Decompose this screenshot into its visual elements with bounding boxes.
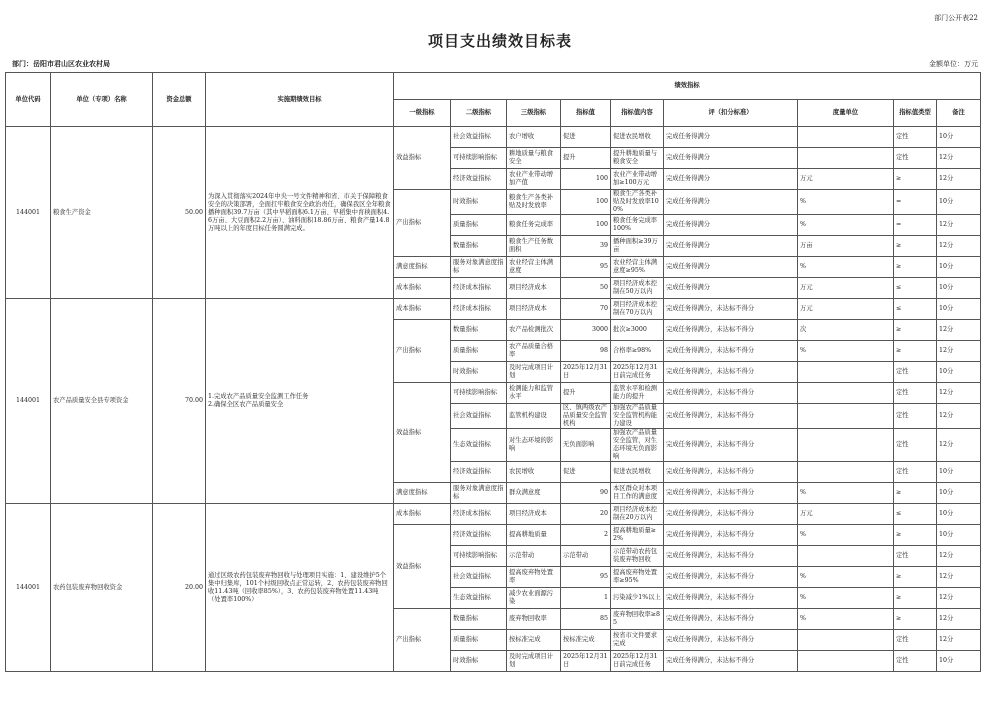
note: 12分: [937, 383, 981, 404]
level1-indicator: 成本指标: [394, 299, 451, 320]
level3-indicator: 项目经济成本: [507, 299, 561, 320]
level2-indicator: 数量指标: [451, 609, 507, 630]
measure-unit: 万元: [798, 504, 894, 525]
level3-indicator: 粮食生产各类补贴及时发放率: [507, 190, 561, 215]
value-type: 定性: [894, 404, 937, 429]
level2-indicator: 经济成本指标: [451, 504, 507, 525]
measure-unit: [798, 362, 894, 383]
measure-unit: [798, 630, 894, 651]
indicator-value: 2: [561, 525, 611, 546]
level3-indicator: 耕地质量与粮食安全: [507, 148, 561, 169]
value-type: 定性: [894, 429, 937, 462]
unit-code: 144001: [6, 504, 51, 672]
indicator-content: 2025年12月31日前完成任务: [611, 651, 664, 672]
indicator-content: 合格率≥98%: [611, 341, 664, 362]
value-type: 定性: [894, 383, 937, 404]
level2-indicator: 生态效益指标: [451, 429, 507, 462]
level3-indicator: 农户增收: [507, 127, 561, 148]
value-type: 定性: [894, 546, 937, 567]
department-label: 部门：岳阳市君山区农业农村局: [12, 59, 110, 68]
header-standard: 评（扣分标准）: [664, 100, 798, 127]
level2-indicator: 质量指标: [451, 215, 507, 236]
indicator-content: 本区群众对本项目工作的满意度: [611, 483, 664, 504]
measure-unit: 万亩: [798, 236, 894, 257]
note: 12分: [937, 588, 981, 609]
scoring-standard: 完成任务得满分，未达标不得分: [664, 546, 798, 567]
measure-unit: [798, 127, 894, 148]
note: 10分: [937, 190, 981, 215]
indicator-value: 90: [561, 483, 611, 504]
value-type: ≥: [894, 236, 937, 257]
scoring-standard: 完成任务得满分，未达标不得分: [664, 383, 798, 404]
measure-unit: [798, 462, 894, 483]
table-row: [6, 299, 981, 320]
header-value: 指标值: [561, 100, 611, 127]
project-name: 农产品质量安全县专项资金: [51, 299, 153, 504]
indicator-content: 农业产业带动增加≥100万元: [611, 169, 664, 190]
scoring-standard: 完成任务得满分: [664, 236, 798, 257]
indicator-value: 39: [561, 236, 611, 257]
measure-unit: [798, 651, 894, 672]
header-goal: 实施期绩效目标: [206, 73, 394, 127]
value-type: ≤: [894, 278, 937, 299]
indicator-value: 2025年12月31日: [561, 362, 611, 383]
level1-indicator: 成本指标: [394, 504, 451, 525]
value-type: 定性: [894, 127, 937, 148]
level2-indicator: 质量指标: [451, 630, 507, 651]
scoring-standard: 完成任务得满分: [664, 257, 798, 278]
measure-unit: 万元: [798, 299, 894, 320]
value-type: ≤: [894, 504, 937, 525]
level3-indicator: 示范带动: [507, 546, 561, 567]
scoring-standard: 完成任务得满分，未达标不得分: [664, 404, 798, 429]
scoring-standard: 完成任务得满分: [664, 169, 798, 190]
measure-unit: %: [798, 341, 894, 362]
value-type: 定性: [894, 462, 937, 483]
measure-unit: %: [798, 567, 894, 588]
indicator-value: 70: [561, 299, 611, 320]
performance-table: [5, 72, 981, 672]
measure-unit: [798, 429, 894, 462]
level3-indicator: 监管机构建设: [507, 404, 561, 429]
table-body: [6, 127, 981, 672]
project-goal: 1.完成农产品质量安全监测工作任务 2.确保全区农产品质量安全: [206, 299, 394, 504]
value-type: ≥: [894, 169, 937, 190]
header-code: 单位代码: [6, 73, 51, 127]
note: 10分: [937, 525, 981, 546]
level2-indicator: 经济成本指标: [451, 299, 507, 320]
indicator-value: 98: [561, 341, 611, 362]
scoring-standard: 完成任务得满分，未达标不得分: [664, 299, 798, 320]
level1-indicator: 成本指标: [394, 278, 451, 299]
scoring-standard: 完成任务得满分: [664, 278, 798, 299]
level3-indicator: 对生态环境的影响: [507, 429, 561, 462]
scoring-standard: 完成任务得满分，未达标不得分: [664, 362, 798, 383]
note: 10分: [937, 504, 981, 525]
note: 12分: [937, 215, 981, 236]
indicator-content: 批次≥3000: [611, 320, 664, 341]
indicator-value: 3000: [561, 320, 611, 341]
indicator-content: 提高废弃物处置率≥95%: [611, 567, 664, 588]
indicator-content: 项目经济成本控制在50万以内: [611, 278, 664, 299]
level3-indicator: 农产品质量合格率: [507, 341, 561, 362]
header-content: 指标值内容: [611, 100, 664, 127]
value-type: ≥: [894, 483, 937, 504]
note: 10分: [937, 299, 981, 320]
indicator-content: 促进农民增收: [611, 127, 664, 148]
value-type: 定性: [894, 362, 937, 383]
indicator-content: 项目经济成本控制在70万以内: [611, 299, 664, 320]
indicator-content: 项目经济成本控制在20万以内: [611, 504, 664, 525]
level2-indicator: 时效指标: [451, 362, 507, 383]
measure-unit: [798, 404, 894, 429]
note: 12分: [937, 236, 981, 257]
level3-indicator: 提高耕地质量: [507, 525, 561, 546]
level3-indicator: 项目经济成本: [507, 278, 561, 299]
value-type: 定性: [894, 630, 937, 651]
indicator-value: 区、镇两级农产品质量安全监管机构: [561, 404, 611, 429]
value-type: ≥: [894, 320, 937, 341]
indicator-content: 加强农产品质量安全监管机构能力建设: [611, 404, 664, 429]
measure-unit: 万元: [798, 278, 894, 299]
unit-code: 144001: [6, 127, 51, 299]
level3-indicator: 废弃物回收率: [507, 609, 561, 630]
level2-indicator: 数量指标: [451, 320, 507, 341]
scoring-standard: 完成任务得满分，未达标不得分: [664, 462, 798, 483]
indicator-content: 加强农产品质量安全监管，对生态环境无负面影响: [611, 429, 664, 462]
level2-indicator: 经济效益指标: [451, 525, 507, 546]
indicator-content: 播种面积≥39万亩: [611, 236, 664, 257]
measure-unit: [798, 148, 894, 169]
header-perf: 绩效指标: [394, 73, 981, 100]
level3-indicator: 农业经营主体满意度: [507, 257, 561, 278]
table-row: [6, 127, 981, 148]
level3-indicator: 群众满意度: [507, 483, 561, 504]
page-title: 项目支出绩效目标表: [427, 32, 572, 50]
measure-unit: %: [798, 190, 894, 215]
scoring-standard: 完成任务得满分: [664, 127, 798, 148]
note: 12分: [937, 341, 981, 362]
measure-unit: %: [798, 257, 894, 278]
indicator-content: 提升耕地质量与粮食安全: [611, 148, 664, 169]
header-level1: 一级指标: [394, 100, 451, 127]
value-type: ≤: [894, 299, 937, 320]
note: 10分: [937, 257, 981, 278]
level2-indicator: 可持续影响指标: [451, 148, 507, 169]
indicator-value: 示范带动: [561, 546, 611, 567]
level2-indicator: 数量指标: [451, 236, 507, 257]
value-type: ≥: [894, 609, 937, 630]
level2-indicator: 时效指标: [451, 651, 507, 672]
scoring-standard: 完成任务得满分: [664, 215, 798, 236]
level2-indicator: 经济成本指标: [451, 278, 507, 299]
value-type: 定性: [894, 148, 937, 169]
indicator-value: 95: [561, 567, 611, 588]
scoring-standard: 完成任务得满分，未达标不得分: [664, 320, 798, 341]
value-type: =: [894, 190, 937, 215]
measure-unit: %: [798, 215, 894, 236]
measure-unit: %: [798, 525, 894, 546]
header-level2: 二级指标: [451, 100, 507, 127]
value-type: ≥: [894, 525, 937, 546]
note: 10分: [937, 651, 981, 672]
indicator-content: 农业经营主体满意度≥95%: [611, 257, 664, 278]
indicator-content: 粮食任务完成率100%: [611, 215, 664, 236]
level3-indicator: 按标准完成: [507, 630, 561, 651]
level2-indicator: 时效指标: [451, 190, 507, 215]
indicator-value: 100: [561, 169, 611, 190]
level2-indicator: 服务对象满意度指标: [451, 483, 507, 504]
level2-indicator: 经济效益指标: [451, 169, 507, 190]
level3-indicator: 农业产业带动增加产值: [507, 169, 561, 190]
indicator-value: 2025年12月31日: [561, 651, 611, 672]
note: 12分: [937, 320, 981, 341]
measure-unit: %: [798, 483, 894, 504]
project-name: 粮食生产资金: [51, 127, 153, 299]
level1-indicator: 产出指标: [394, 609, 451, 672]
level1-indicator: 效益指标: [394, 383, 451, 483]
indicator-value: 按标准完成: [561, 630, 611, 651]
level3-indicator: 粮食任务完成率: [507, 215, 561, 236]
value-type: ≥: [894, 257, 937, 278]
level2-indicator: 生态效益指标: [451, 588, 507, 609]
project-amount: 20.00: [153, 504, 206, 672]
measure-unit: 次: [798, 320, 894, 341]
note: 12分: [937, 546, 981, 567]
scoring-standard: 完成任务得满分，未达标不得分: [664, 483, 798, 504]
scoring-standard: 完成任务得满分，未达标不得分: [664, 651, 798, 672]
level3-indicator: 及时完成项目计划: [507, 362, 561, 383]
scoring-standard: 完成任务得满分，未达标不得分: [664, 567, 798, 588]
level1-indicator: 满意度指标: [394, 483, 451, 504]
level2-indicator: 社会效益指标: [451, 127, 507, 148]
level3-indicator: 项目经济成本: [507, 504, 561, 525]
note: 10分: [937, 127, 981, 148]
level2-indicator: 经济效益指标: [451, 462, 507, 483]
note: 12分: [937, 169, 981, 190]
level1-indicator: 产出指标: [394, 320, 451, 383]
indicator-content: 示范带动农药包装废弃物回收: [611, 546, 664, 567]
indicator-value: 提升: [561, 383, 611, 404]
header-type: 指标值类型: [894, 100, 937, 127]
level1-indicator: 满意度指标: [394, 257, 451, 278]
project-amount: 70.00: [153, 299, 206, 504]
project-name: 农药包装废弃物回收资金: [51, 504, 153, 672]
note: 12分: [937, 567, 981, 588]
level1-indicator: 产出指标: [394, 190, 451, 257]
value-type: =: [894, 215, 937, 236]
indicator-value: 95: [561, 257, 611, 278]
value-type: 定性: [894, 651, 937, 672]
indicator-value: 提升: [561, 148, 611, 169]
level2-indicator: 社会效益指标: [451, 567, 507, 588]
unit-code: 144001: [6, 299, 51, 504]
level2-indicator: 服务对象满意度指标: [451, 257, 507, 278]
scoring-standard: 完成任务得满分，未达标不得分: [664, 525, 798, 546]
scoring-standard: 完成任务得满分，未达标不得分: [664, 504, 798, 525]
level3-indicator: 粮食生产任务数面积: [507, 236, 561, 257]
indicator-content: 粮食生产各类补贴及时发放率100%: [611, 190, 664, 215]
amount-unit-label: 金额单位：万元: [929, 60, 978, 68]
level3-indicator: 农产品检测批次: [507, 320, 561, 341]
indicator-content: 促进农民增收: [611, 462, 664, 483]
indicator-value: 100: [561, 190, 611, 215]
level2-indicator: 质量指标: [451, 341, 507, 362]
level2-indicator: 社会效益指标: [451, 404, 507, 429]
note: 12分: [937, 148, 981, 169]
note: 10分: [937, 462, 981, 483]
header-unit: 度量单位: [798, 100, 894, 127]
scoring-standard: 完成任务得满分，未达标不得分: [664, 429, 798, 462]
level3-indicator: 减少农业面源污染: [507, 588, 561, 609]
header-note: 备注: [937, 100, 981, 127]
indicator-value: 促进: [561, 127, 611, 148]
indicator-value: 85: [561, 609, 611, 630]
indicator-content: 提高耕地质量≥2%: [611, 525, 664, 546]
indicator-value: 促进: [561, 462, 611, 483]
scoring-standard: 完成任务得满分: [664, 148, 798, 169]
measure-unit: [798, 383, 894, 404]
header-level3: 三级指标: [507, 100, 561, 127]
measure-unit: 万元: [798, 169, 894, 190]
value-type: ≥: [894, 588, 937, 609]
level3-indicator: 农民增收: [507, 462, 561, 483]
note: 12分: [937, 404, 981, 429]
level3-indicator: 提高废弃物处置率: [507, 567, 561, 588]
level1-indicator: 效益指标: [394, 127, 451, 190]
indicator-value: 50: [561, 278, 611, 299]
level2-indicator: 可持续影响指标: [451, 383, 507, 404]
indicator-value: 1: [561, 588, 611, 609]
note: 10分: [937, 483, 981, 504]
note: 10分: [937, 362, 981, 383]
project-amount: 50.00: [153, 127, 206, 299]
value-type: ≥: [894, 567, 937, 588]
header-amount: 资金总额: [153, 73, 206, 127]
note: 12分: [937, 429, 981, 462]
scoring-standard: 完成任务得满分: [664, 190, 798, 215]
level2-indicator: 可持续影响指标: [451, 546, 507, 567]
indicator-content: 污染减少1%以上: [611, 588, 664, 609]
table-row: [6, 504, 981, 525]
note: 10分: [937, 278, 981, 299]
note: 12分: [937, 609, 981, 630]
measure-unit: %: [798, 609, 894, 630]
note: 12分: [937, 630, 981, 651]
level1-indicator: 效益指标: [394, 525, 451, 609]
indicator-value: 100: [561, 215, 611, 236]
header-name: 单位（专项）名称: [51, 73, 153, 127]
indicator-content: 监管水平和检测能力的提升: [611, 383, 664, 404]
scoring-standard: 完成任务得满分，未达标不得分: [664, 630, 798, 651]
level3-indicator: 及时完成项目计划: [507, 651, 561, 672]
indicator-value: 无负面影响: [561, 429, 611, 462]
indicator-content: 废弃物回收率≥85: [611, 609, 664, 630]
scoring-standard: 完成任务得满分，未达标不得分: [664, 341, 798, 362]
scoring-standard: 完成任务得满分，未达标不得分: [664, 609, 798, 630]
project-goal: 为深入贯彻落实2024年中央一号文件精神和省、市关于保障粮食安全的决策部署，全面扛牢粮食安全政治责任，确保我区全年粮食播种面积39.7万亩（其中早稻面积6.1万亩、早稻集中育秧面积4.6万亩、大豆面积2.2万亩）、油料面积18.86万亩、粮食产量14.8万吨以上的年度目标任务圆满完成。: [206, 127, 394, 299]
level3-indicator: 检测能力和监管水平: [507, 383, 561, 404]
scoring-standard: 完成任务得满分，未达标不得分: [664, 588, 798, 609]
project-goal: 通过区级农药包装废弃物回收与处理项目实施：1、建设维护5个集中归集库，101个村级回收点正常运转，2、农药包装废弃物回收11.43吨（回收率85%），3、农药包装废弃物处置11.43吨（处置率100%）: [206, 504, 394, 672]
measure-unit: %: [798, 588, 894, 609]
value-type: ≥: [894, 341, 937, 362]
indicator-content: 按省市文件要求完成: [611, 630, 664, 651]
indicator-value: 20: [561, 504, 611, 525]
measure-unit: [798, 546, 894, 567]
indicator-content: 2025年12月31日前完成任务: [611, 362, 664, 383]
form-number: 部门公开表22: [934, 14, 978, 22]
